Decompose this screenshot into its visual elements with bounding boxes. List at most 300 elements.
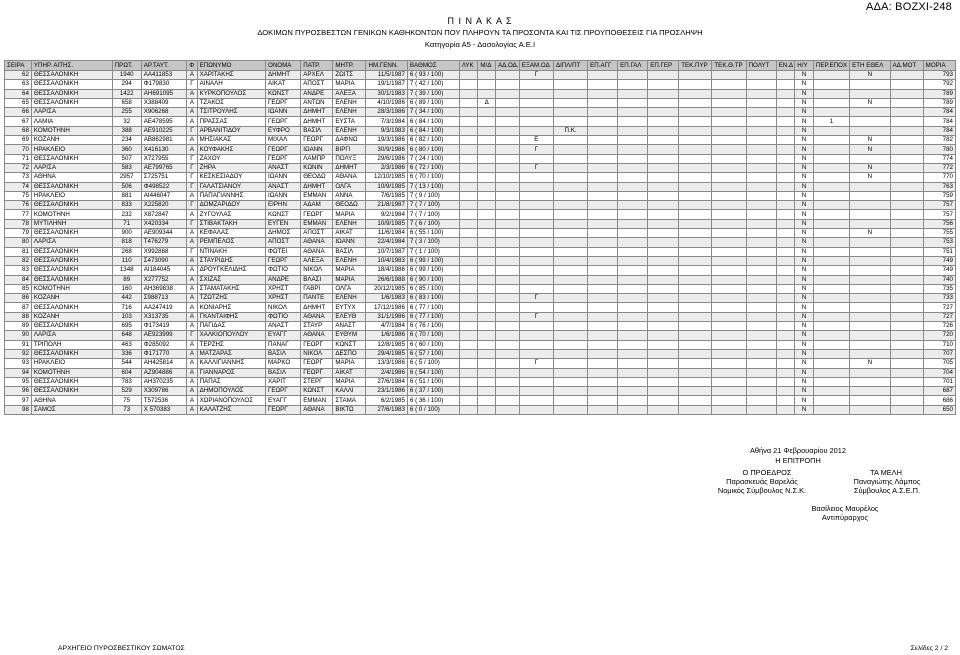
cell-iy: Ν xyxy=(795,219,814,228)
cell-patronymo: ΑΠΟΣΤ xyxy=(301,229,333,238)
column-header-lyk: ΛΥΚ xyxy=(459,61,478,71)
cell-tek-pyr xyxy=(679,377,712,386)
column-header-ad-mot: ΑΔ.ΜΟΤ xyxy=(890,61,923,71)
cell-diplompt xyxy=(553,219,587,228)
cell-ep-gal xyxy=(618,322,648,331)
cell-lyk xyxy=(459,405,478,414)
cell-vathmos: 6 ( 37 / 100) xyxy=(407,387,459,396)
cell-per-epox xyxy=(813,303,849,312)
cell-per-epox xyxy=(813,368,849,377)
cell-im-gennisis: 22/4/1984 xyxy=(366,238,407,247)
cell-vathmos: 6 ( 72 / 100) xyxy=(407,163,459,172)
cell-tek-th-tr xyxy=(712,191,746,200)
cell-per-epox xyxy=(813,163,849,172)
cell-per-epox xyxy=(813,71,849,80)
cell-md xyxy=(478,377,496,386)
cell-onoma: ΕΥΑΓΓ xyxy=(266,331,301,340)
cell-ad-od xyxy=(495,294,519,303)
cell-ep-ger xyxy=(648,349,679,358)
cell-per-epox xyxy=(813,108,849,117)
cell-en-d xyxy=(776,396,795,405)
table-row xyxy=(5,266,956,275)
cell-seira: 85 xyxy=(5,284,32,293)
cell-ypiresia: ΘΕΣΣΑΛΟΝΙΚΗ xyxy=(31,266,112,275)
cell-moria: 763 xyxy=(923,182,955,191)
table-row xyxy=(5,89,956,98)
cell-lyk xyxy=(459,312,478,321)
cell-polyt xyxy=(746,294,776,303)
cell-seira: 91 xyxy=(5,340,32,349)
cell-ar-taytotitas: Χ 570383 xyxy=(141,405,187,414)
cell-ar-taytotitas: ΑΗ369838 xyxy=(141,284,187,293)
cell-eponymo: ΣΤΑΜΑΤΑΚΗΣ xyxy=(197,284,265,293)
cell-mitronymo: ΕΛΕΝΗ xyxy=(333,98,366,107)
cell-ad-mot xyxy=(890,396,923,405)
cell-ad-od xyxy=(495,312,519,321)
cell-ad-od xyxy=(495,247,519,256)
cell-ad-mot xyxy=(890,303,923,312)
cell-en-d xyxy=(776,145,795,154)
table-row xyxy=(5,322,956,331)
cell-eponymo: ΚΥΡΚΟΠΟΥΛΟΣ xyxy=(197,89,265,98)
cell-mitronymo: ΚΩΝΣΤ xyxy=(333,340,366,349)
cell-seira: 65 xyxy=(5,98,32,107)
table-row xyxy=(5,154,956,163)
cell-fylo: Α xyxy=(187,322,197,331)
cell-eponymo: ΓΑΛΑΤΣΙΑΝΟΥ xyxy=(197,182,265,191)
cell-protokollo: 695 xyxy=(112,322,141,331)
cell-ep-gal xyxy=(618,126,648,135)
cell-en-d xyxy=(776,126,795,135)
cell-md xyxy=(478,154,496,163)
cell-fylo: Γ xyxy=(187,154,197,163)
cell-patronymo: ΝΙΚΟΛ xyxy=(301,266,333,275)
cell-moria: 757 xyxy=(923,210,955,219)
table-row xyxy=(5,201,956,210)
cell-polyt xyxy=(746,136,776,145)
cell-moria: 793 xyxy=(923,71,955,80)
cell-ep-agg xyxy=(588,98,618,107)
cell-im-gennisis: 19/3/1986 xyxy=(366,136,407,145)
table-row xyxy=(5,303,956,312)
cell-tek-th-tr xyxy=(712,219,746,228)
cell-fylo: Α xyxy=(187,387,197,396)
cell-vathmos: 6 ( 80 / 100) xyxy=(407,145,459,154)
cell-ep-ger xyxy=(648,219,679,228)
cell-fylo: Α xyxy=(187,377,197,386)
cell-ad-mot xyxy=(890,368,923,377)
column-header-vathmos: ΒΑΘΜΟΣ xyxy=(407,61,459,71)
column-header-iy: Η/Υ xyxy=(795,61,814,71)
cell-polyt xyxy=(746,238,776,247)
cell-ep-agg xyxy=(588,229,618,238)
cell-iy: Ν xyxy=(795,71,814,80)
cell-md xyxy=(478,182,496,191)
cell-seira: 72 xyxy=(5,163,32,172)
cell-per-epox xyxy=(813,145,849,154)
cell-ep-gal xyxy=(618,182,648,191)
cell-moria: 792 xyxy=(923,80,955,89)
cell-eponymo: ΚΕΣΚΕΣΙΑΔΟΥ xyxy=(197,173,265,182)
cell-ep-ger xyxy=(648,136,679,145)
cell-polyt xyxy=(746,201,776,210)
cell-moria: 705 xyxy=(923,359,955,368)
cell-ep-gal xyxy=(618,173,648,182)
cell-moria: 749 xyxy=(923,256,955,265)
cell-im-gennisis: 9/3/1983 xyxy=(366,126,407,135)
cell-en-d xyxy=(776,275,795,284)
cell-moria: 740 xyxy=(923,275,955,284)
table-row xyxy=(5,108,956,117)
cell-lyk xyxy=(459,229,478,238)
cell-im-gennisis: 11/5/1987 xyxy=(366,71,407,80)
cell-md xyxy=(478,191,496,200)
cell-ep-ger xyxy=(648,284,679,293)
table-row xyxy=(5,275,956,284)
cell-eti-ethel xyxy=(850,331,890,340)
cell-moria: 757 xyxy=(923,201,955,210)
cell-iy: Ν xyxy=(795,266,814,275)
cell-md xyxy=(478,126,496,135)
cell-ypiresia: ΘΕΣΣΑΛΟΝΙΚΗ xyxy=(31,71,112,80)
cell-polyt xyxy=(746,126,776,135)
cell-ypiresia: ΜΥΤΙΛΗΝΗ xyxy=(31,219,112,228)
cell-tek-th-tr xyxy=(712,201,746,210)
cell-ad-mot xyxy=(890,108,923,117)
cell-en-d xyxy=(776,210,795,219)
table-header-row xyxy=(5,61,956,71)
cell-md xyxy=(478,89,496,98)
footer-organization: ΑΡΧΗΓΕΙΟ ΠΥΡΟΣΒΕΣΤΙΚΟΥ ΣΩΜΑΤΟΣ xyxy=(58,645,185,652)
cell-im-gennisis: 4/7/1984 xyxy=(366,322,407,331)
cell-fylo: Α xyxy=(187,210,197,219)
cell-seira: 92 xyxy=(5,349,32,358)
cell-iy: Ν xyxy=(795,294,814,303)
cell-onoma: ΓΕΩΡΓ xyxy=(266,98,301,107)
cell-ep-ger xyxy=(648,396,679,405)
cell-md xyxy=(478,294,496,303)
cell-ar-taytotitas: ΑΗ370235 xyxy=(141,377,187,386)
cell-ep-ger xyxy=(648,173,679,182)
cell-iy: Ν xyxy=(795,405,814,414)
cell-diplompt xyxy=(553,80,587,89)
cell-mitronymo: ΑΘΑΝΑ xyxy=(333,173,366,182)
column-header-ep-ger: ΕΠ.ΓΕΡ xyxy=(648,61,679,71)
cell-iy: Ν xyxy=(795,340,814,349)
cell-eti-ethel xyxy=(850,284,890,293)
cell-patronymo: ΓΕΩΡΓ xyxy=(301,210,333,219)
cell-en-d xyxy=(776,163,795,172)
cell-examodo xyxy=(519,238,553,247)
cell-lyk xyxy=(459,322,478,331)
cell-im-gennisis: 7/6/1985 xyxy=(366,191,407,200)
cell-ep-agg xyxy=(588,405,618,414)
cell-protokollo: 160 xyxy=(112,284,141,293)
committee-label: Η ΕΠΙΤΡΟΠΗ xyxy=(775,456,821,465)
cell-polyt xyxy=(746,154,776,163)
cell-ad-mot xyxy=(890,256,923,265)
cell-examodo xyxy=(519,210,553,219)
cell-seira: 70 xyxy=(5,145,32,154)
cell-vathmos: 6 ( 84 / 100) xyxy=(407,117,459,126)
cell-ypiresia: ΑΘΗΝΑ xyxy=(31,173,112,182)
cell-diplompt: Π.Κ. xyxy=(553,126,587,135)
cell-lyk xyxy=(459,117,478,126)
cell-im-gennisis: 2/3/1986 xyxy=(366,163,407,172)
cell-ad-od xyxy=(495,331,519,340)
cell-eponymo: ΤΕΡΖΗΣ xyxy=(197,340,265,349)
cell-examodo: Γ xyxy=(519,294,553,303)
cell-eponymo: ΚΟΝΙΑΡΗΣ xyxy=(197,303,265,312)
cell-ep-agg xyxy=(588,210,618,219)
cell-im-gennisis: 10/4/1983 xyxy=(366,256,407,265)
cell-per-epox xyxy=(813,387,849,396)
cell-ar-taytotitas: Χ309786 xyxy=(141,387,187,396)
cell-patronymo: ΣΤΑΥΡ xyxy=(301,322,333,331)
cell-eponymo: ΔΡΟΥΓΚΕΛΙΔΗΣ xyxy=(197,266,265,275)
cell-lyk xyxy=(459,80,478,89)
cell-tek-th-tr xyxy=(712,210,746,219)
cell-mitronymo: ΜΑΡΙΑ xyxy=(333,377,366,386)
cell-ep-ger xyxy=(648,71,679,80)
cell-onoma: ΚΩΝΣΤ xyxy=(266,89,301,98)
cell-diplompt xyxy=(553,136,587,145)
cell-ep-agg xyxy=(588,219,618,228)
candidates-table xyxy=(4,60,956,415)
cell-tek-th-tr xyxy=(712,266,746,275)
cell-ad-mot xyxy=(890,266,923,275)
cell-eti-ethel xyxy=(850,294,890,303)
cell-ar-taytotitas: Χ313735 xyxy=(141,312,187,321)
cell-diplompt xyxy=(553,154,587,163)
cell-polyt xyxy=(746,275,776,284)
cell-fylo: Γ xyxy=(187,201,197,210)
cell-moria: 784 xyxy=(923,108,955,117)
cell-ep-ger xyxy=(648,145,679,154)
cell-tek-th-tr xyxy=(712,136,746,145)
cell-md xyxy=(478,405,496,414)
cell-ad-od xyxy=(495,136,519,145)
cell-seira: 98 xyxy=(5,405,32,414)
cell-md xyxy=(478,80,496,89)
cell-ar-taytotitas: Φ173419 xyxy=(141,322,187,331)
cell-mitronymo: ΠΟΛΥΞ xyxy=(333,154,366,163)
cell-protokollo: 716 xyxy=(112,303,141,312)
cell-ep-ger xyxy=(648,89,679,98)
cell-md xyxy=(478,229,496,238)
cell-protokollo: 268 xyxy=(112,247,141,256)
cell-lyk xyxy=(459,71,478,80)
cell-polyt xyxy=(746,229,776,238)
cell-eponymo: ΧΑΛΚΙΟΠΟΥΛΟΥ xyxy=(197,331,265,340)
cell-ad-od xyxy=(495,349,519,358)
cell-ypiresia: ΗΡΑΚΛΕΙΟ xyxy=(31,359,112,368)
cell-tek-pyr xyxy=(679,340,712,349)
cell-ypiresia: ΘΕΣΣΑΛΟΝΙΚΗ xyxy=(31,275,112,284)
cell-ep-gal xyxy=(618,294,648,303)
cell-ad-od xyxy=(495,405,519,414)
cell-ep-gal xyxy=(618,387,648,396)
cell-seira: 90 xyxy=(5,331,32,340)
cell-ad-mot xyxy=(890,359,923,368)
cell-ep-gal xyxy=(618,340,648,349)
cell-md xyxy=(478,312,496,321)
cell-tek-pyr xyxy=(679,396,712,405)
cell-mitronymo: ΜΑΡΙΑ xyxy=(333,266,366,275)
cell-polyt xyxy=(746,256,776,265)
cell-protokollo: 234 xyxy=(112,136,141,145)
cell-ypiresia: ΘΕΣΣΑΛΟΝΙΚΗ xyxy=(31,98,112,107)
cell-lyk xyxy=(459,349,478,358)
cell-lyk xyxy=(459,89,478,98)
cell-iy: Ν xyxy=(795,349,814,358)
cell-lyk xyxy=(459,275,478,284)
cell-eponymo: ΜΗΣΙΑΚΑΣ xyxy=(197,136,265,145)
cell-eti-ethel: Ν xyxy=(850,98,890,107)
cell-protokollo: 89 xyxy=(112,275,141,284)
table-row xyxy=(5,340,956,349)
cell-tek-pyr xyxy=(679,247,712,256)
cell-md xyxy=(478,163,496,172)
cell-ypiresia: ΚΟΖΑΝΗ xyxy=(31,136,112,145)
cell-ar-taytotitas: ΑΖ904886 xyxy=(141,368,187,377)
cell-ypiresia: ΘΕΣΣΑΛΟΝΙΚΗ xyxy=(31,303,112,312)
cell-protokollo: 110 xyxy=(112,256,141,265)
cell-mitronymo: ΔΕΣΠΟ xyxy=(333,349,366,358)
cell-examodo xyxy=(519,126,553,135)
cell-lyk xyxy=(459,201,478,210)
cell-ep-ger xyxy=(648,108,679,117)
cell-ep-agg xyxy=(588,387,618,396)
cell-onoma: ΧΑΡΙΤ xyxy=(266,377,301,386)
cell-patronymo: ΒΑΣΙΛ xyxy=(301,126,333,135)
cell-ep-ger xyxy=(648,126,679,135)
cell-ypiresia: ΘΕΣΣΑΛΟΝΙΚΗ xyxy=(31,80,112,89)
cell-polyt xyxy=(746,98,776,107)
cell-ep-agg xyxy=(588,145,618,154)
cell-ep-agg xyxy=(588,173,618,182)
cell-ep-gal xyxy=(618,145,648,154)
cell-protokollo: 506 xyxy=(112,182,141,191)
cell-lyk xyxy=(459,154,478,163)
cell-examodo xyxy=(519,368,553,377)
cell-polyt xyxy=(746,284,776,293)
cell-tek-pyr xyxy=(679,80,712,89)
cell-ep-gal xyxy=(618,247,648,256)
cell-examodo xyxy=(519,349,553,358)
cell-moria: 782 xyxy=(923,136,955,145)
cell-eti-ethel xyxy=(850,108,890,117)
table-row xyxy=(5,173,956,182)
cell-patronymo: ΔΗΜΗΤ xyxy=(301,117,333,126)
cell-lyk xyxy=(459,247,478,256)
cell-ypiresia: ΘΕΣΣΑΛΟΝΙΚΗ xyxy=(31,182,112,191)
cell-seira: 94 xyxy=(5,368,32,377)
cell-diplompt xyxy=(553,173,587,182)
cell-ep-gal xyxy=(618,210,648,219)
cell-ypiresia: ΘΕΣΣΑΛΟΝΙΚΗ xyxy=(31,349,112,358)
cell-diplompt xyxy=(553,108,587,117)
cell-ar-taytotitas: ΑΑ411853 xyxy=(141,71,187,80)
cell-eti-ethel xyxy=(850,80,890,89)
cell-eti-ethel xyxy=(850,377,890,386)
cell-onoma: ΓΕΩΡΓ xyxy=(266,117,301,126)
cell-eti-ethel xyxy=(850,126,890,135)
cell-en-d xyxy=(776,136,795,145)
cell-onoma: ΑΝΔΡΕ xyxy=(266,275,301,284)
cell-im-gennisis: 6/2/1985 xyxy=(366,396,407,405)
cell-seira: 63 xyxy=(5,80,32,89)
cell-ep-agg xyxy=(588,331,618,340)
cell-seira: 69 xyxy=(5,136,32,145)
cell-seira: 78 xyxy=(5,219,32,228)
cell-moria: 774 xyxy=(923,154,955,163)
cell-ad-mot xyxy=(890,238,923,247)
cell-vathmos: 6 ( 60 / 100) xyxy=(407,340,459,349)
cell-moria: 772 xyxy=(923,163,955,172)
cell-iy: Ν xyxy=(795,201,814,210)
cell-tek-th-tr xyxy=(712,80,746,89)
cell-polyt xyxy=(746,182,776,191)
cell-onoma: ΒΑΣΙΛ xyxy=(266,349,301,358)
cell-ad-od xyxy=(495,377,519,386)
member-name: Παναγιώτης Λάμπος xyxy=(853,477,921,486)
cell-tek-pyr xyxy=(679,108,712,117)
cell-patronymo: ΑΔΑΜ xyxy=(301,201,333,210)
cell-en-d xyxy=(776,284,795,293)
cell-en-d xyxy=(776,368,795,377)
cell-ypiresia: ΘΕΣΣΑΛΟΝΙΚΗ xyxy=(31,154,112,163)
cell-ypiresia: ΘΕΣΣΑΛΟΝΙΚΗ xyxy=(31,322,112,331)
cell-moria: 755 xyxy=(923,229,955,238)
cell-ar-taytotitas: Τ476279 xyxy=(141,238,187,247)
cell-ad-mot xyxy=(890,98,923,107)
cell-ad-mot xyxy=(890,182,923,191)
cell-iy: Ν xyxy=(795,387,814,396)
cell-diplompt xyxy=(553,210,587,219)
cell-moria: 759 xyxy=(923,191,955,200)
column-header-ar-taytotitas: ΑΡ.ΤΑΥΤ. xyxy=(141,61,187,71)
cell-onoma: ΑΙΚΑΤ xyxy=(266,80,301,89)
cell-md xyxy=(478,210,496,219)
cell-fylo: Γ xyxy=(187,182,197,191)
cell-ar-taytotitas: Φ285092 xyxy=(141,340,187,349)
cell-eti-ethel xyxy=(850,368,890,377)
cell-en-d xyxy=(776,108,795,117)
cell-polyt xyxy=(746,173,776,182)
cell-tek-pyr xyxy=(679,238,712,247)
cell-ad-od xyxy=(495,396,519,405)
cell-lyk xyxy=(459,219,478,228)
cell-ar-taytotitas: Σ725751 xyxy=(141,173,187,182)
cell-ep-gal xyxy=(618,219,648,228)
cell-diplompt xyxy=(553,247,587,256)
cell-moria: 749 xyxy=(923,266,955,275)
cell-mitronymo: ΜΑΡΙΑ xyxy=(333,80,366,89)
cell-onoma: ΑΠΟΣΤ xyxy=(266,238,301,247)
cell-vathmos: 7 ( 24 / 100) xyxy=(407,154,459,163)
cell-vathmos: 6 ( 99 / 100) xyxy=(407,266,459,275)
cell-mitronymo: ΣΤΑΜΑ xyxy=(333,396,366,405)
cell-mitronymo: ΕΛΕΝΗ xyxy=(333,256,366,265)
cell-tek-th-tr xyxy=(712,238,746,247)
cell-seira: 75 xyxy=(5,191,32,200)
cell-polyt xyxy=(746,312,776,321)
table-row xyxy=(5,80,956,89)
cell-per-epox xyxy=(813,154,849,163)
cell-patronymo: ΔΗΜΗΤ xyxy=(301,108,333,117)
cell-en-d xyxy=(776,117,795,126)
